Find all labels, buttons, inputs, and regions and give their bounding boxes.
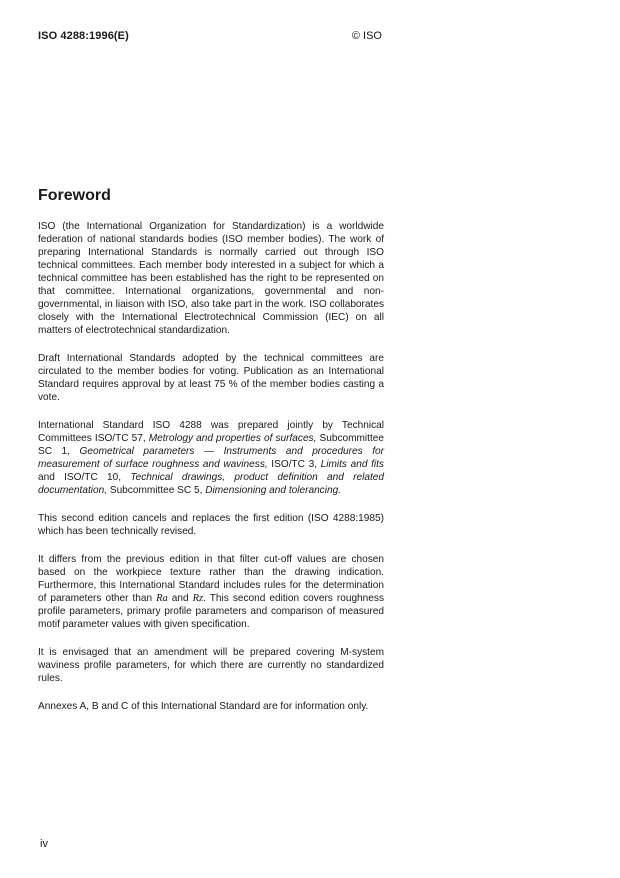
text-segment: ISO/TC 3,	[267, 459, 321, 470]
subcommittee-title: Geometrical parameters — Instruments and procedures for measurement of surface roughness and waviness,	[38, 446, 384, 470]
text-segment: . This second edition covers roughness profile parameters, primary profile parameters and comparison of measured motif parameter values with given specification.	[38, 593, 384, 630]
copyright-notice: © ISO	[351, 30, 382, 42]
foreword-body	[38, 220, 384, 728]
committee-title: Metrology and properties of surfaces,	[148, 433, 317, 444]
parameter-rz: Rz	[192, 593, 204, 604]
page-number: iv	[40, 838, 48, 850]
parameter-ra: Ra	[156, 593, 168, 604]
paragraph-preparation	[38, 419, 384, 497]
text-segment: It differs from the previous edition in that filter cut-off values are chosen based on the workpiece texture rather than the drawing indication. Furthermore, this International Standard includes rules for the determination of parameters other than	[38, 554, 384, 604]
paragraph-draft-standards: Draft International Standards adopted by the technical committees are circulated to the member bodies for voting. Publication as an International Standard requires approval by at least 75 % of the member bodies casting a vote.	[38, 353, 384, 403]
paragraph-annexes: Annexes A, B and C of this International Standard are for information only.	[38, 701, 369, 712]
subcommittee-title: Dimensioning and tolerancing.	[205, 485, 342, 496]
paragraph-edition: This second edition cancels and replaces the first edition (ISO 4288:1985) which has been technically revised.	[38, 513, 384, 537]
paragraph-differences	[38, 553, 384, 631]
page-title: Foreword	[38, 187, 111, 204]
committee-title: Limits and fits	[320, 459, 384, 470]
paragraph-amendment: It is envisaged that an amendment will be prepared covering M-system waviness profile parameters, for which there are currently no standardized rules.	[38, 647, 384, 684]
paragraph-iso-intro: ISO (the International Organization for Standardization) is a worldwide federation of national standards bodies (ISO member bodies). The work of preparing International Standards is normally carried out through ISO technical committees. Each member body interested in a subject for which a technical committee has been established has the right to be represented on that committee. International organizations, governmental and non-governmental, in liaison with ISO, also take part in the work. ISO collaborates closely with the International Electrotechnical Commission (IEC) on all matters of electrotechnical standardization.	[38, 221, 384, 336]
text-segment: International Standard ISO 4288 was prepared jointly by Technical Committees ISO/TC 57,	[38, 420, 384, 444]
text-segment: and ISO/TC 10,	[38, 472, 131, 483]
text-segment: Subcommittee SC 1,	[38, 433, 385, 457]
standard-id: ISO 4288:1996(E)	[38, 30, 129, 42]
text-segment: Subcommittee SC 5,	[107, 485, 206, 496]
text-segment: and	[167, 593, 193, 604]
committee-title: Technical drawings, product definition and related documentation,	[38, 472, 384, 496]
